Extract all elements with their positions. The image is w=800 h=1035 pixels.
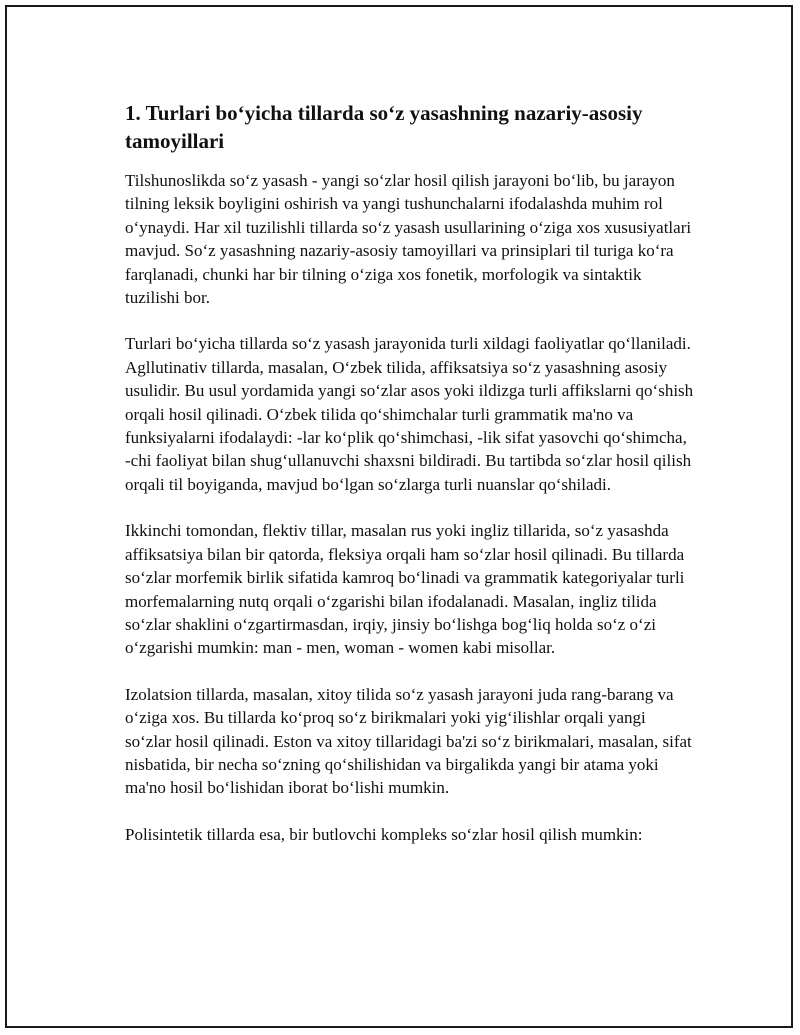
page-frame [5,5,793,1028]
paragraph-4: Izolatsion tillarda, masalan, xitoy tilida soʻz yasash jarayoni juda rang-barang va oʻziga xos. Bu tillarda koʻproq soʻz birikmalari yoki yigʻilishlar orqali yangi soʻzlar hosil qilinadi. Eston va xitoy tillaridagi ba'zi soʻz birikmalari, masalan, sifat nisbatida, bir necha soʻzning qoʻshilishidan va birgalikda yangi bir atama yoki ma'no hosil boʻlishidan iborat boʻlishi mumkin. [125,684,692,798]
paragraph-5: Polisintetik tillarda esa, bir butlovchi kompleks soʻzlar hosil qilish mumkin: [125,824,643,844]
document-body [125,99,695,869]
paragraph-2: Turlari boʻyicha tillarda soʻz yasash jarayonida turli xildagi faoliyatlar qoʻllaniladi. Agllutinativ tillarda, masalan, Oʻzbek tilida, affiksatsiya soʻz yasashning asosiy usulidir. Bu usul yordamida yangi soʻzlar asos yoki ildizga turli affikslarni qoʻshish orqali hosil qilinadi. Oʻzbek tilida qoʻshimchalar turli grammatik ma'no va funksiyalarni ifodalaydi: -lar koʻplik qoʻshimchasi, -lik sifat yasovchi qoʻshimcha, -chi faoliyat bilan shugʻullanuvchi shaxsni bildiradi. Bu tartibda soʻzlar hosil qilish orqali til boyiganda, mavjud boʻlgan soʻzlarga turli nuanslar qoʻshiladi. [125,334,694,494]
paragraph-3: Ikkinchi tomondan, flektiv tillar, masalan rus yoki ingliz tillarida, soʻz yasashda affiksatsiya bilan bir qatorda, fleksiya orqali ham soʻzlar hosil qilinadi. Bu tillarda soʻzlar morfemik birlik sifatida kamroq boʻlinadi va grammatik kategoriyalar turli morfemalarning nutq orqali oʻzgarishi bilan ifodalanadi. Masalan, ingliz tilida soʻzlar shaklini oʻzgartirmasdan, irqiy, jinsiy boʻlishga bogʻliq holda soʻz oʻzi oʻzgarishi mumkin: man - men, woman - women kabi misollar. [125,521,685,658]
section-heading: 1. Turlari boʻyicha tillarda soʻz yasashning nazariy-asosiy tamoyillari [125,101,643,153]
paragraph-1: Tilshunoslikda soʻz yasash - yangi soʻzlar hosil qilish jarayoni boʻlib, bu jarayon tilning leksik boyligini oshirish va yangi tushunchalarni ifodalashda muhim rol oʻynaydi. Har xil tuzilishli tillarda soʻz yasash usullarining oʻziga xos xususiyatlari mavjud. Soʻz yasashning nazariy-asosiy tamoyillari va prinsiplari til turiga koʻra farqlanadi, chunki har bir tilning oʻziga xos fonetik, morfologik va sintaktik tuzilishi bor. [125,171,692,308]
